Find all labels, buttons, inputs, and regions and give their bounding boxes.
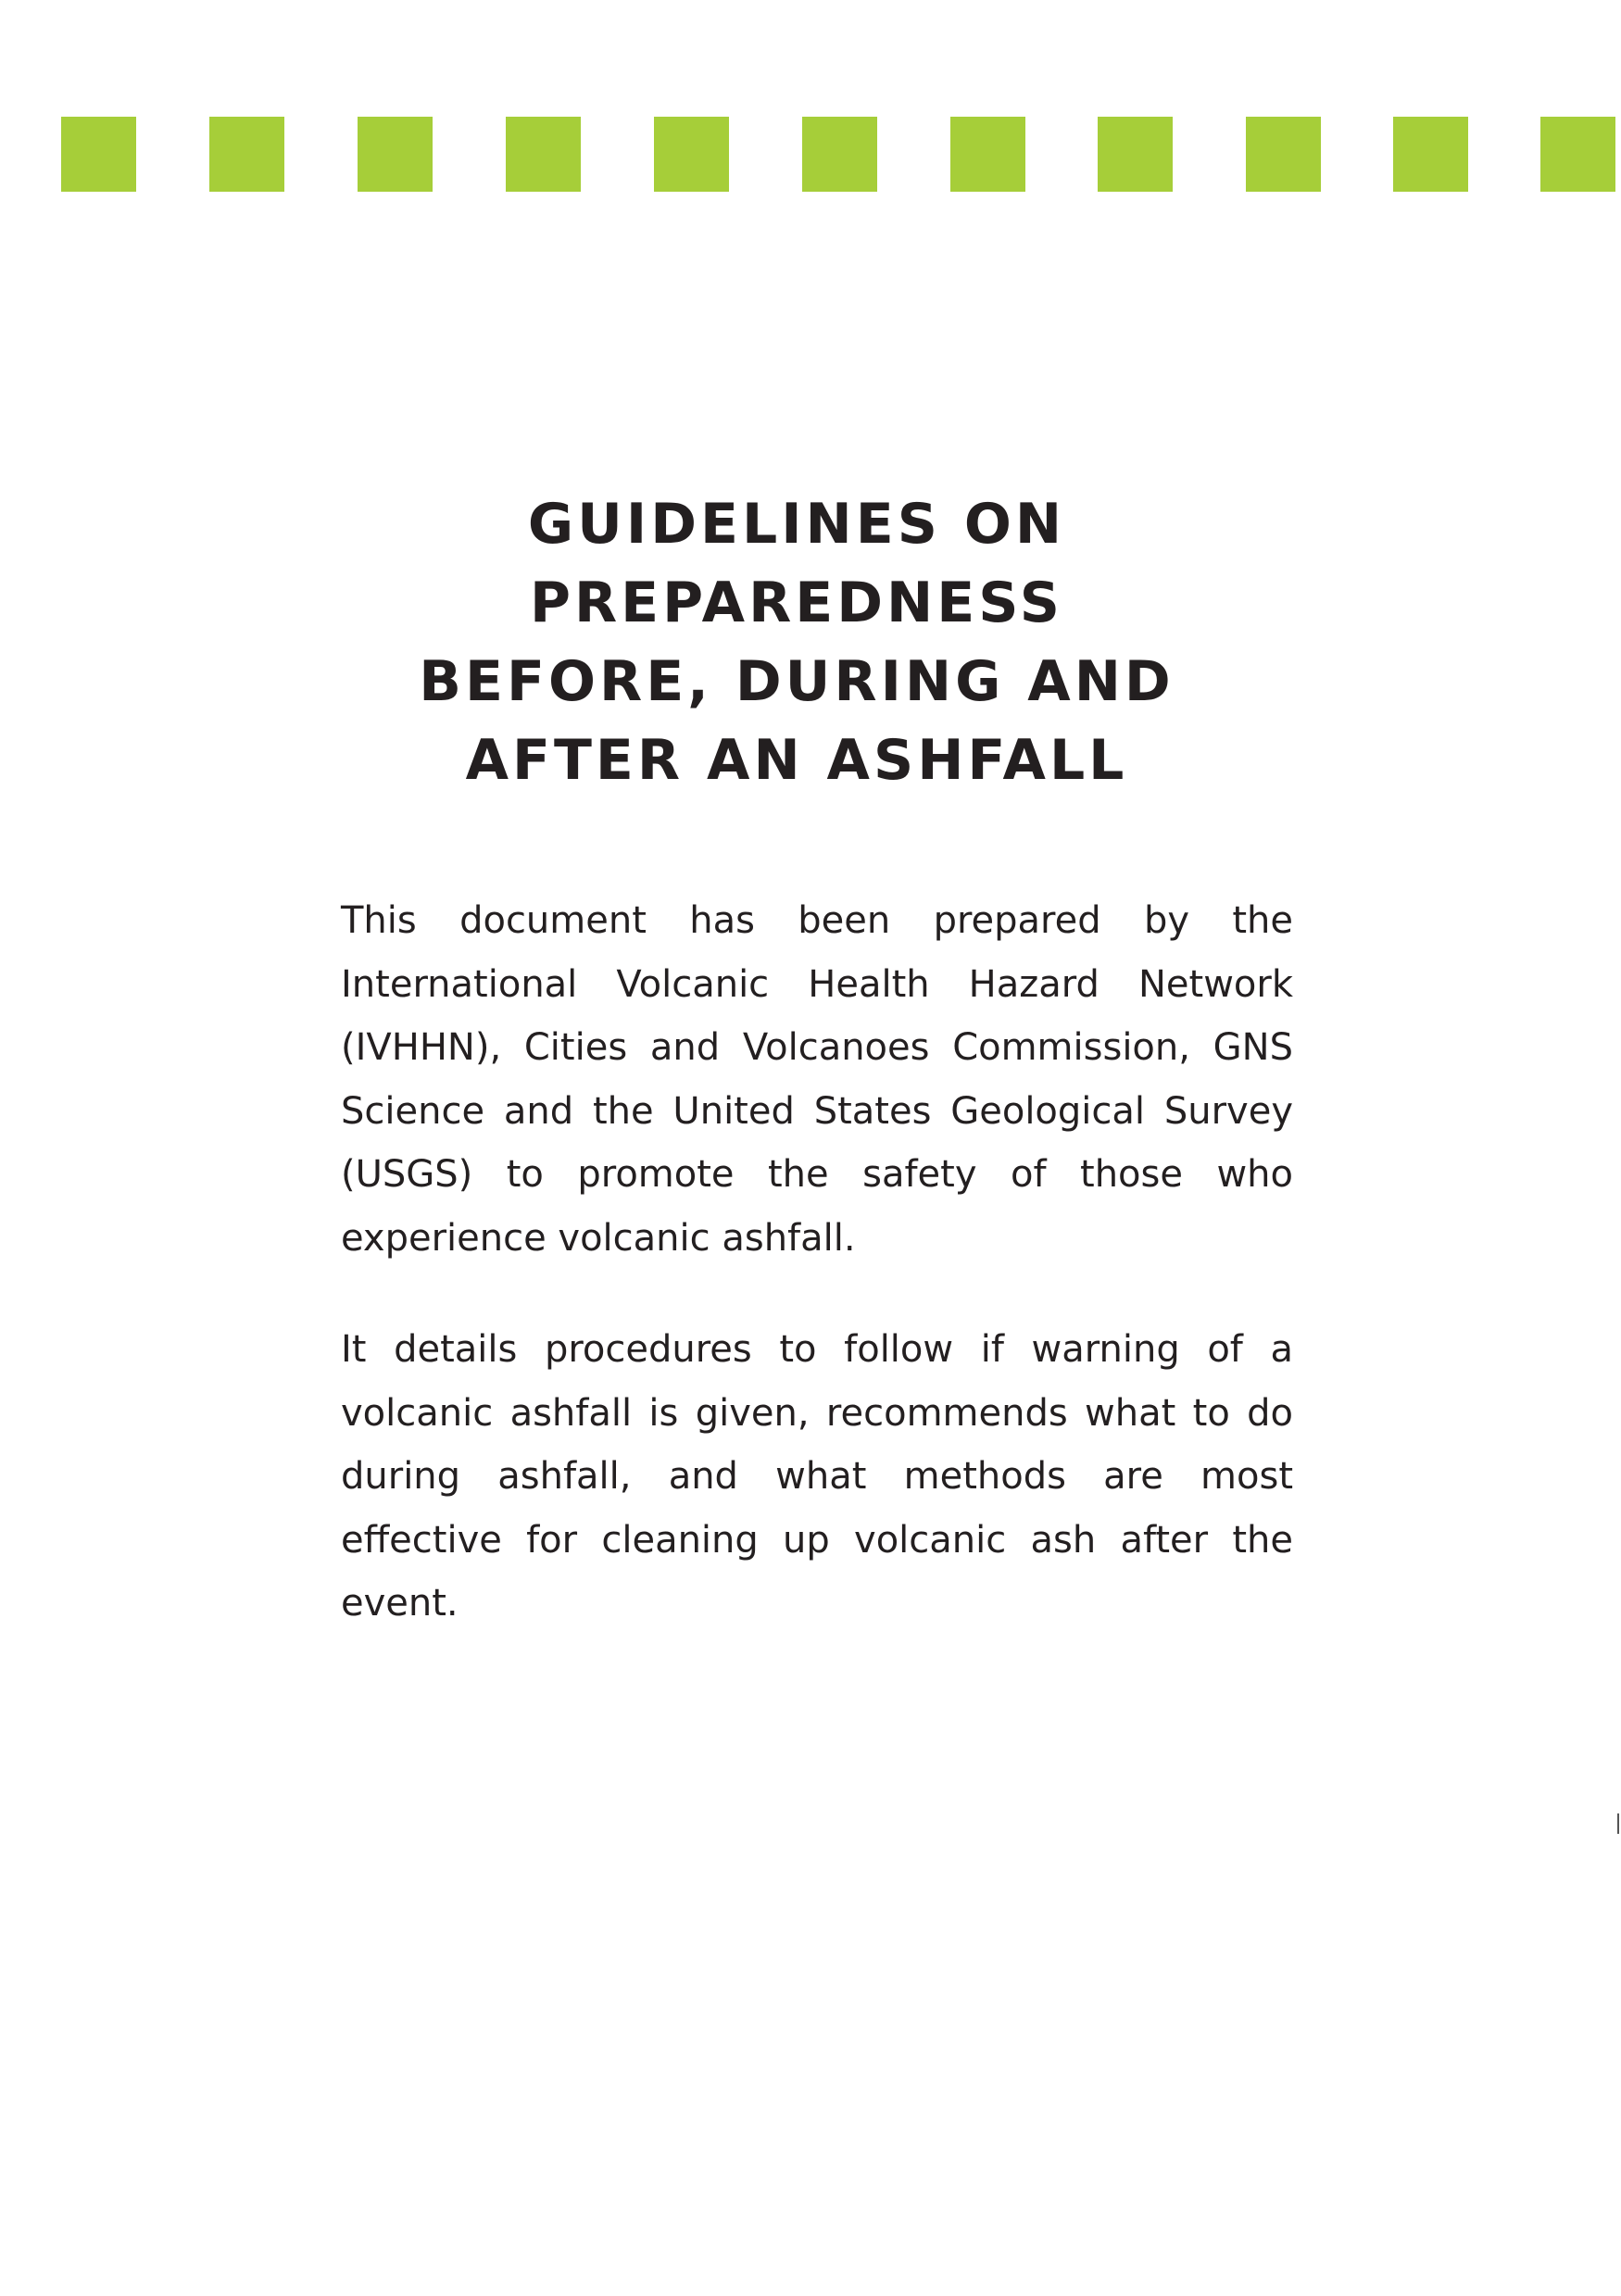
decorative-square-band bbox=[61, 117, 1621, 192]
green-square bbox=[1098, 117, 1173, 192]
title-line: GUIDELINES ON bbox=[527, 492, 1066, 557]
green-square bbox=[950, 117, 1025, 192]
green-square bbox=[358, 117, 433, 192]
green-square bbox=[1540, 117, 1615, 192]
title-line: BEFORE, DURING AND bbox=[419, 649, 1175, 714]
green-square bbox=[654, 117, 729, 192]
green-square bbox=[802, 117, 877, 192]
margin-mark bbox=[1617, 1813, 1619, 1834]
green-square bbox=[1246, 117, 1321, 192]
title-line: AFTER AN ASHFALL bbox=[465, 728, 1128, 793]
intro-paragraph: This document has been prepared by the International Volcanic Health Hazard Network (IVHHN), Cities and Volcanoes Commission, GNS Science and the United States Geological Survey (USGS) to promote the safety of those who experience volcanic ashfall. bbox=[341, 899, 1293, 1260]
green-square bbox=[209, 117, 284, 192]
green-square bbox=[506, 117, 581, 192]
green-square bbox=[1393, 117, 1468, 192]
page-title bbox=[0, 485, 1593, 800]
title-line: PREPAREDNESS bbox=[530, 571, 1063, 635]
green-square bbox=[61, 117, 136, 192]
details-paragraph: It details procedures to follow if warning of a volcanic ashfall is given, recommends what to do during ashfall, and what methods are most effective for cleaning up volcanic ash after the event. bbox=[341, 1328, 1293, 1625]
